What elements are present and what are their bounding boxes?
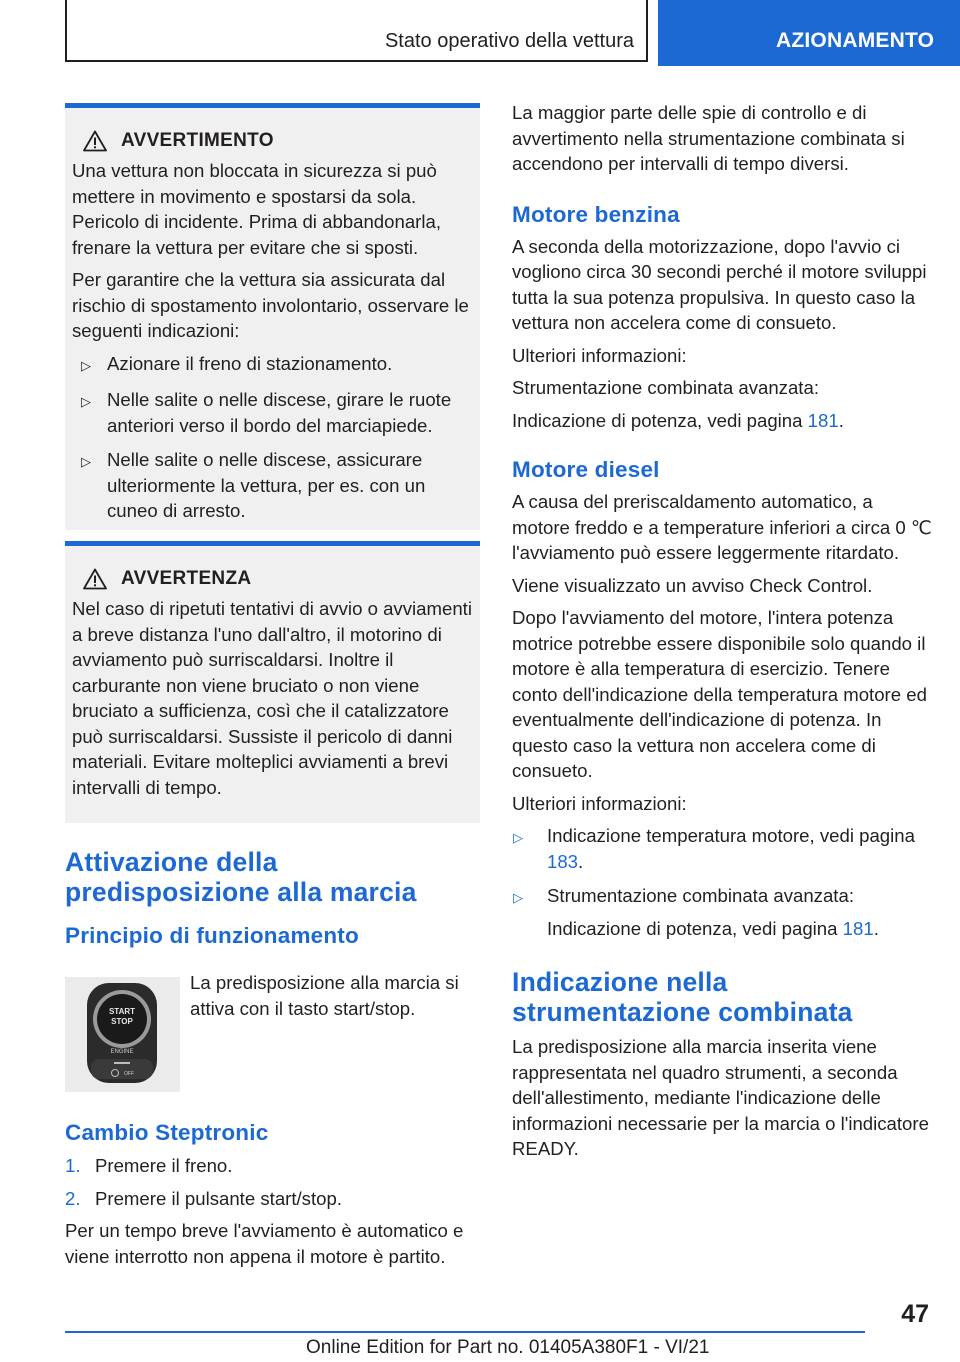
list-item-text: Nelle salite o nelle discese, assicurare ulteriormente la vettura, per es. con un cuneo di arresto. xyxy=(107,449,426,521)
steptronic-block xyxy=(65,1120,480,1276)
warning-title xyxy=(83,568,472,590)
section-heading: Indicazione nella strumentazione combinata xyxy=(512,967,853,1027)
body-paragraph: La predisposizione alla marcia inserita viene rappresentata nel quadro strumenti, a seconda dell'allestimento, mediante l'indicazione delle informazioni necessarie per la marcia o l'indicatore READY. xyxy=(512,1036,929,1159)
stop-label: STOP xyxy=(111,1017,133,1026)
step-number: 1. xyxy=(65,1155,81,1176)
engine-label: ENGINE xyxy=(110,1049,134,1055)
header-section-box xyxy=(65,0,648,62)
subsection-heading: Principio di funzionamento xyxy=(65,923,359,948)
body-paragraph: Dopo l'avviamento del motore, l'intera potenza motrice potrebbe essere disponibile solo quando il motore è alla temperatura di esercizio. Tenere conto dell'indicazione della temperatura motore ed eventualmente dell'indicazione di potenza. In questo caso la vettura non accelera come di consueto. xyxy=(512,607,927,781)
triangle-bullet-icon: ▷ xyxy=(81,357,91,373)
body-paragraph: Per un tempo breve l'avviamento è automatico e viene interrotto non appena il motore è partito. xyxy=(65,1220,464,1267)
warning-title-text: AVVERTENZA xyxy=(121,568,252,589)
triangle-bullet-icon: ▷ xyxy=(513,830,523,845)
subsection-heading: Motore benzina xyxy=(512,201,680,227)
body-paragraph: La maggior parte delle spie di controllo e di avvertimento nella strumentazione combinata si accendono per intervalli di tempo diversi. xyxy=(512,102,905,174)
reference-text: Indicazione di potenza, vedi pagina xyxy=(547,917,843,939)
page-number: 47 xyxy=(901,1300,929,1328)
left-column-content xyxy=(65,847,480,949)
numbered-step xyxy=(65,1186,480,1212)
reference-line: Indicazione di potenza, vedi pagina 181. xyxy=(512,409,844,431)
list-item xyxy=(72,387,472,438)
warning-triangle-icon xyxy=(83,568,107,590)
warning-box-avvertenza xyxy=(65,541,480,823)
start-stop-button-icon xyxy=(65,977,180,1092)
principle-text-block xyxy=(190,970,480,1028)
header-chapter-tab xyxy=(658,0,960,66)
body-paragraph: Strumentazione combinata avanzata: xyxy=(512,377,819,398)
start-label: START xyxy=(108,1007,136,1016)
right-column-content xyxy=(512,100,932,1169)
triangle-bullet-icon: ▷ xyxy=(513,890,523,905)
start-stop-button-image xyxy=(65,977,180,1092)
section-heading: Attivazione della predisposizione alla marcia xyxy=(65,847,417,907)
footer-divider xyxy=(65,1331,865,1333)
body-paragraph: A seconda della motorizzazione, dopo l'avvio ci vogliono circa 30 secondi perché il motore sviluppi tutta la sua potenza propulsiva. In questo caso la vettura non accelera come di consueto. xyxy=(512,235,927,333)
list-item xyxy=(72,351,472,379)
body-paragraph: Viene visualizzato un avviso Check Control. xyxy=(512,574,873,596)
warning-triangle-icon xyxy=(83,130,107,152)
off-label: OFF xyxy=(124,1071,134,1077)
list-item-text: Strumentazione combinata avanzata: Indicazione di potenza, vedi pagina 181. xyxy=(547,885,879,939)
triangle-bullet-icon: ▷ xyxy=(81,394,91,409)
page-header xyxy=(0,0,960,66)
principle-paragraph: La predisposizione alla marcia si attiva con il tasto start/stop. xyxy=(190,972,459,1019)
list-item xyxy=(512,823,932,874)
subsection-heading: Motore diesel xyxy=(512,457,660,482)
warning-title xyxy=(83,130,472,152)
body-paragraph: Ulteriori informazioni: xyxy=(512,792,687,814)
body-paragraph: Ulteriori informazioni: xyxy=(512,344,687,366)
footer-edition: Online Edition for Part no. 01405A380F1 - VI/21 xyxy=(306,1337,710,1358)
list-item-text: Nelle salite o nelle discese, girare le ruote anteriori verso il bordo del marciapiede. xyxy=(107,389,452,436)
list-item xyxy=(72,447,472,524)
warning-paragraph: Nel caso di ripetuti tentativi di avvio o avviamenti a breve distanza l'uno dall'altro, il motorino di avviamento può surriscaldarsi. Inoltre il carburante non viene bruciato o non viene bruciato a sufficienza, così che il catalizzatore può surriscaldarsi. Sussiste il pericolo di danni materiali. Evitare molteplici avviamenti a brevi intervalli di tempo. xyxy=(72,598,472,798)
warning-title-text: AVVERTIMENTO xyxy=(121,130,274,151)
warning-paragraph: Per garantire che la vettura sia assicurata dal rischio di spostamento involontario, osservare le seguenti indicazioni: xyxy=(72,269,469,341)
list-item-text: Indicazione temperatura motore, vedi pagina 183. xyxy=(547,825,915,872)
list-item-text: Azionare il freno di stazionamento. xyxy=(107,352,393,374)
page-link[interactable]: 181 xyxy=(807,409,839,431)
reference-text: Indicazione temperatura motore, vedi pagina xyxy=(547,825,915,846)
reference-text: Indicazione di potenza, vedi pagina xyxy=(512,409,808,431)
page-link[interactable]: 183 xyxy=(547,850,579,872)
body-paragraph: A causa del preriscaldamento automatico, a motore freddo e a temperature inferiori a circa 0 ℃ l'avviamento può essere leggermente ritardato. xyxy=(512,491,932,563)
step-text: Premere il pulsante start/stop. xyxy=(95,1187,342,1209)
reference-text: Strumentazione combinata avanzata: xyxy=(547,885,854,906)
numbered-step xyxy=(65,1153,480,1179)
header-section-title: Stato operativo della vettura xyxy=(384,30,634,52)
header-chapter-label: AZIONAMENTO xyxy=(776,29,935,52)
step-text: Premere il freno. xyxy=(95,1155,233,1176)
step-number: 2. xyxy=(65,1187,81,1209)
list-item xyxy=(512,883,932,941)
triangle-bullet-icon: ▷ xyxy=(81,454,91,469)
warning-paragraph: Una vettura non bloccata in sicurezza si può mettere in movimento e spostarsi da sola. Pericolo di incidente. Prima di abbandonarla, frenare la vettura per evitare che si sposti. xyxy=(72,160,441,258)
warning-box-avvertimento xyxy=(65,103,480,530)
page-link[interactable]: 181 xyxy=(842,917,874,939)
subsection-heading: Cambio Steptronic xyxy=(65,1120,269,1145)
